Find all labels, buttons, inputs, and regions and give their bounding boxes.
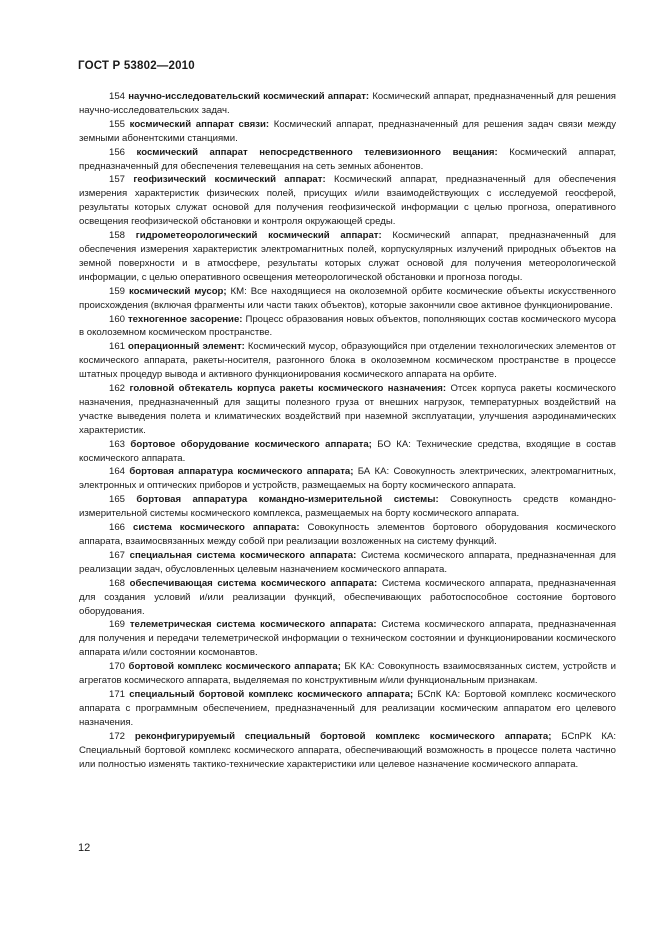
term-entry bbox=[79, 465, 616, 493]
term-definition: Совокупность средств командно-измерительной системы космического комплекса, размещаемых на борту космического аппарата. bbox=[79, 494, 617, 520]
term-entry bbox=[79, 313, 616, 341]
term-entry bbox=[79, 549, 616, 577]
term-definition: Процесс образования новых объектов, пополняющих состав космического мусора в околоземном космическом пространстве. bbox=[79, 313, 617, 339]
term-name: специальный бортовой комплекс космического аппарата; bbox=[129, 688, 414, 700]
term-definition: Космический аппарат, предназначенный для обеспечения измерения характеристик электромагнитных полей, корпускулярных излучений природных объектов на земной поверхности и в атмосфере, результаты которых служат основой для получения метеорологической информации, с целью оперативного освещения метеорологической обстановки и прогноза погоды. bbox=[79, 230, 617, 283]
term-name: операционный элемент: bbox=[128, 341, 245, 353]
term-entry bbox=[79, 730, 616, 772]
term-number: 168 bbox=[109, 577, 126, 589]
term-definition: Космический аппарат, предназначенный для обеспечения телевещания на сеть земных абонентов. bbox=[79, 146, 616, 172]
term-definition: Совокупность элементов бортового оборудования космического аппарата, взаимосвязанных между собой при реализации возложенных на систему функций. bbox=[79, 522, 617, 547]
term-name: бортовое оборудование космического аппарата; bbox=[130, 438, 372, 450]
term-definition: Специальный бортовой комплекс космического аппарата, обеспечивающий возможность в процессе полета частично или полностью изменять тактико-технические характеристики или целевое назначение космического аппарата. bbox=[79, 744, 616, 770]
term-entry bbox=[79, 382, 616, 438]
term-entry bbox=[79, 660, 616, 688]
term-definition: Бортовой комплекс космического аппарата с программным обеспечением, предназначенный для реализации космическим аппаратом его целевого назначения. bbox=[79, 688, 616, 728]
term-definition: Совокупность взаимосвязанных систем, устройств и агрегатов космического аппарата, выделяемая по конструктивным и/или функциональным признакам. bbox=[79, 661, 617, 687]
term-definition: Космический мусор, образующийся при отделении технологических элементов от космического аппарата, ракеты-носителя, разгонного блока в околоземном космическом пространстве в процессе штатных процедур вывода и активного функционирования космического аппарата на орбите. bbox=[79, 341, 617, 381]
term-name: обеспечивающая система космического аппарата: bbox=[129, 577, 378, 589]
term-entry bbox=[79, 90, 616, 118]
term-name: бортовая аппаратура космического аппарата; bbox=[129, 466, 354, 478]
term-entry bbox=[79, 285, 616, 313]
term-entry bbox=[79, 173, 616, 229]
term-number: 164 bbox=[109, 466, 126, 478]
term-entry bbox=[79, 229, 616, 285]
term-entry bbox=[79, 577, 616, 619]
term-name: головной обтекатель корпуса ракеты космического назначения: bbox=[129, 383, 447, 395]
term-number: 170 bbox=[109, 661, 126, 673]
term-abbreviation: БСпК КА: bbox=[417, 688, 461, 700]
term-entry bbox=[79, 340, 616, 382]
term-number: 169 bbox=[109, 619, 126, 631]
term-number: 167 bbox=[109, 549, 126, 561]
term-number: 160 bbox=[109, 313, 126, 325]
term-name: научно-исследовательский космический аппарат: bbox=[128, 91, 370, 102]
term-number: 154 bbox=[109, 91, 126, 102]
term-number: 158 bbox=[109, 230, 126, 242]
term-name: техногенное засорение: bbox=[127, 313, 243, 325]
term-number: 161 bbox=[109, 341, 126, 353]
term-name: гидрометеорологический космический аппарат: bbox=[135, 230, 382, 242]
term-number: 172 bbox=[109, 730, 126, 742]
term-name: геофизический космический аппарат: bbox=[133, 174, 326, 186]
term-entry bbox=[79, 521, 616, 549]
term-definition: Совокупность электрических, электромагнитных, электронных и оптических приборов и устройств, размещаемых на борту космического аппарата. bbox=[79, 466, 616, 492]
term-number: 165 bbox=[109, 494, 126, 506]
term-name: телеметрическая система космического аппарата: bbox=[129, 619, 377, 631]
term-number: 163 bbox=[109, 438, 126, 450]
term-number: 159 bbox=[109, 285, 126, 297]
term-name: специальная система космического аппарата: bbox=[129, 549, 357, 561]
term-name: реконфигурируемый специальный бортовой комплекс космического аппарата; bbox=[134, 730, 552, 742]
term-entry bbox=[79, 146, 616, 174]
term-entry bbox=[79, 618, 616, 660]
term-entry bbox=[79, 688, 616, 730]
term-number: 157 bbox=[109, 174, 126, 186]
term-name: космический мусор; bbox=[128, 285, 227, 297]
term-name: система космического аппарата: bbox=[133, 522, 300, 534]
term-definition: Космический аппарат, предназначенный для обеспечения измерения характеристик физических полей, присущих и/или взаимодействующих с исследуемой геосферой, результаты которых служат основой для получения геофизической информации с целью прогноза, оперативного освещения геофизической обстановки и контроля окружающей среды. bbox=[79, 174, 616, 228]
terms-list bbox=[79, 90, 616, 771]
term-definition: Космический аппарат, предназначенный для решения научно-исследовательских задач. bbox=[79, 91, 617, 116]
term-definition: Система космического аппарата, предназначенная для создания условий и/или реализации функций, обеспечивающих работоспособное состояние бортового оборудования. bbox=[79, 577, 616, 617]
term-number: 162 bbox=[109, 383, 126, 395]
term-abbreviation: БО КА: bbox=[377, 438, 411, 450]
term-number: 166 bbox=[109, 522, 126, 534]
page-header: ГОСТ Р 53802—2010 bbox=[78, 60, 195, 72]
term-abbreviation: БСпРК КА: bbox=[561, 730, 617, 742]
term-name: бортовая аппаратура командно-измерительной системы: bbox=[136, 494, 439, 506]
term-entry bbox=[79, 438, 616, 466]
term-definition: Отсек корпуса ракеты космического назначения, предназначенный для защиты полезного груза от внешних нагрузок, температурных воздействий на участке выведения полета и климатических воздействий при наземной эксплуатации, улучшения аэродинамических характеристик. bbox=[79, 383, 617, 436]
term-abbreviation: КМ: bbox=[230, 285, 247, 297]
term-definition: Система космического аппарата, предназначенная для получения и передачи телеметрической информации о техническом состоянии и функционировании космического аппарата и/или состоянии космонавтов. bbox=[79, 619, 617, 659]
term-number: 171 bbox=[109, 688, 126, 700]
term-definition: Система космического аппарата, предназначенная для реализации задач, обусловленных целевым назначением космического аппарата. bbox=[79, 549, 617, 575]
term-number: 155 bbox=[109, 118, 126, 130]
term-definition: Все находящиеся на околоземной орбите космические объекты искусственного происхождения (включая фрагменты или части таких объектов), которые закончили свое активное функционирование. bbox=[79, 285, 617, 311]
term-name: космический аппарат непосредственного телевизионного вещания: bbox=[136, 146, 498, 158]
term-entry bbox=[79, 118, 616, 146]
page-number: 12 bbox=[78, 842, 91, 854]
term-name: космический аппарат связи: bbox=[129, 118, 270, 130]
term-entry bbox=[79, 493, 616, 521]
term-number: 156 bbox=[109, 146, 126, 158]
term-name: бортовой комплекс космического аппарата; bbox=[128, 661, 341, 673]
term-abbreviation: БА КА: bbox=[357, 466, 390, 478]
term-abbreviation: БК КА: bbox=[344, 661, 375, 673]
term-definition: Космический аппарат, предназначенный для решения задач связи между земными абонентскими станциями. bbox=[79, 118, 616, 144]
term-definition: Технические средства, входящие в состав космического аппарата. bbox=[79, 438, 616, 464]
